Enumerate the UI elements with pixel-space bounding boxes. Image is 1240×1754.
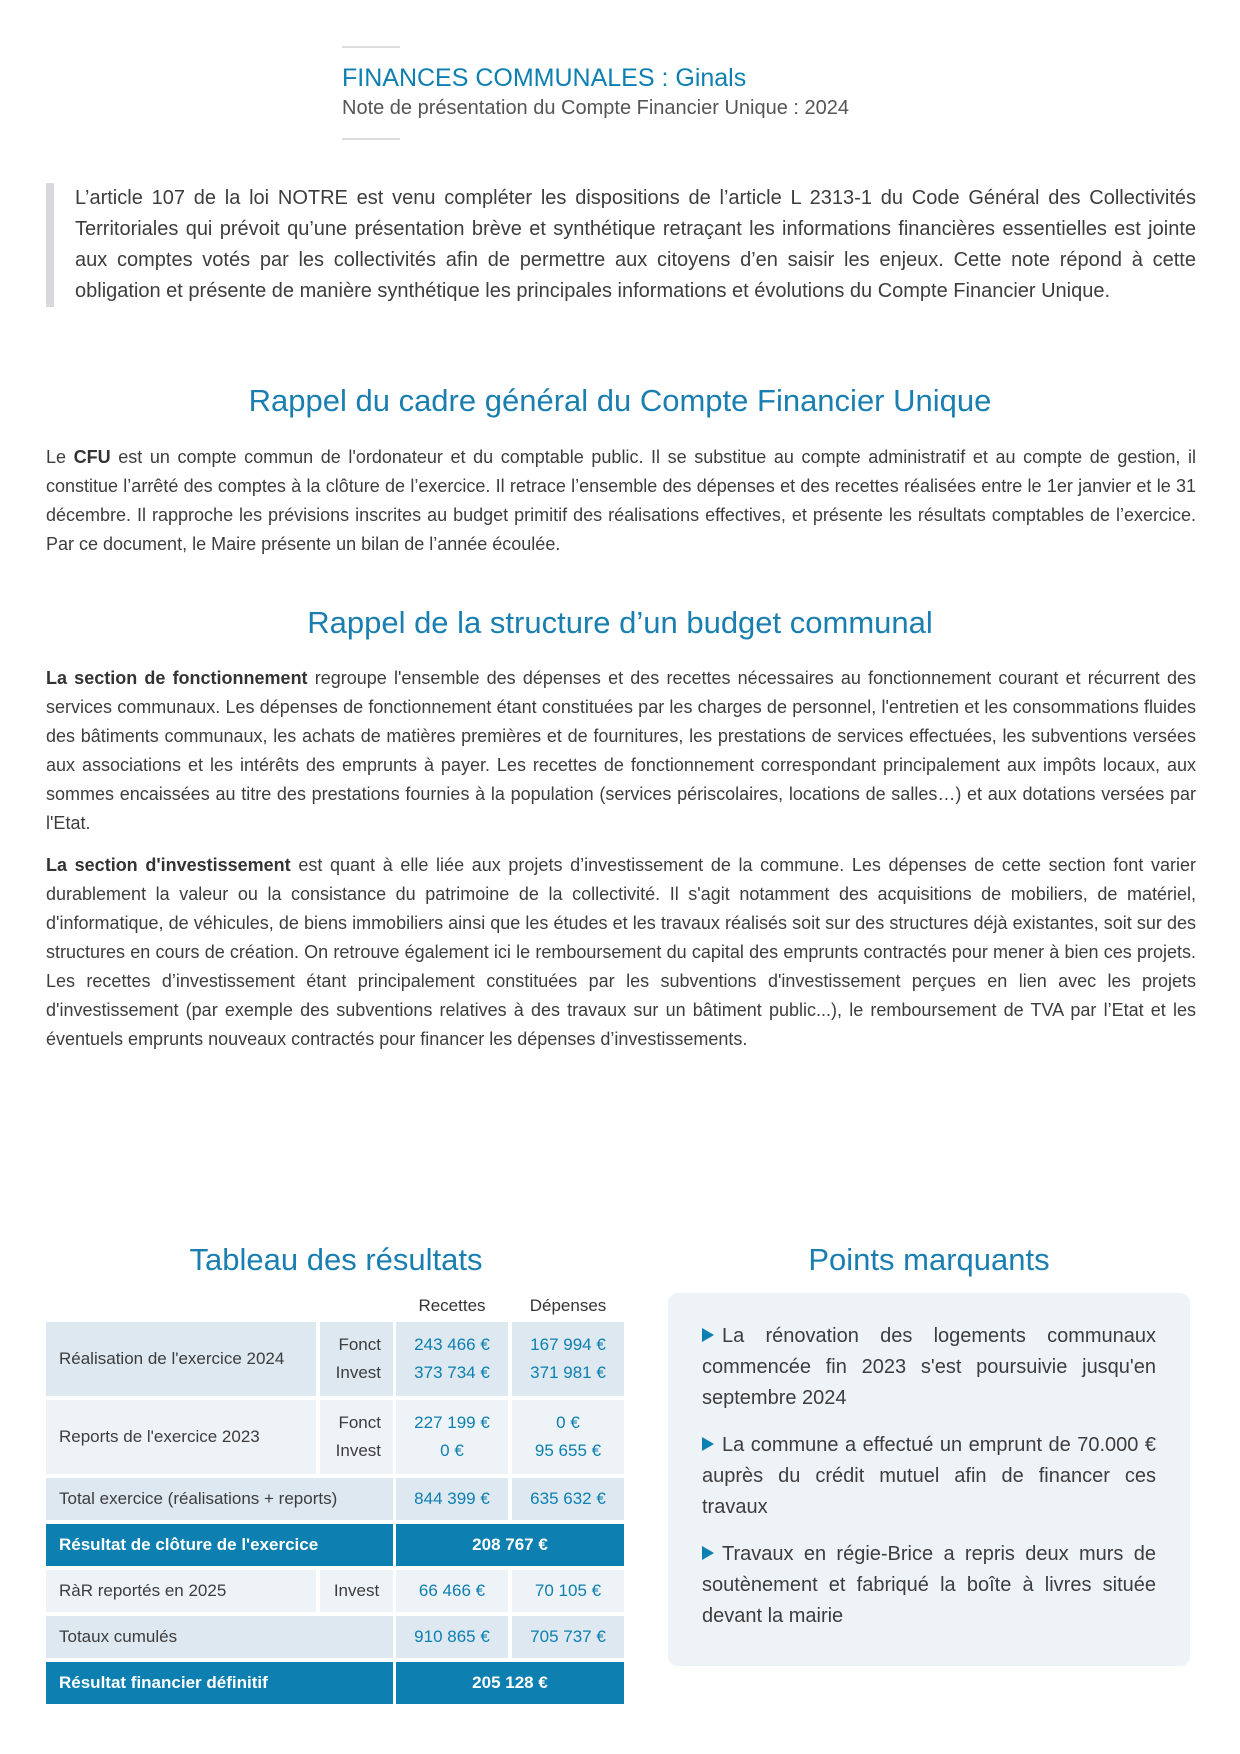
triangle-bullet-icon xyxy=(702,1328,714,1342)
row-reports-label: Reports de l'exercice 2023 xyxy=(46,1400,316,1474)
row-realisation-recettes xyxy=(396,1322,508,1396)
value-cell: 371 981 € xyxy=(530,1363,606,1382)
value-cell: 227 199 € xyxy=(414,1413,490,1432)
row-rar-sub: Invest xyxy=(320,1570,393,1612)
row-total-label: Total exercice (réalisations + reports) xyxy=(46,1478,393,1520)
fonctionnement-bold: La section de fonctionnement xyxy=(46,668,308,688)
value-cell: 373 734 € xyxy=(414,1363,490,1382)
row-definitif-value: 205 128 € xyxy=(396,1662,624,1704)
cadre-paragraph xyxy=(46,443,1196,559)
cadre-lead: Le xyxy=(46,447,74,467)
value-cell: 95 655 € xyxy=(534,1441,602,1460)
sub-fonct: Fonct xyxy=(338,1413,381,1432)
document-subtitle: Note de présentation du Compte Financier Unique : 2024 xyxy=(342,97,849,119)
col-header-recettes: Recettes xyxy=(418,1296,486,1315)
fonctionnement-paragraph xyxy=(46,664,1196,838)
investissement-paragraph xyxy=(46,851,1196,1054)
triangle-bullet-icon xyxy=(702,1546,714,1560)
header-rule-top xyxy=(342,46,400,48)
row-total-recettes: 844 399 € xyxy=(396,1478,508,1520)
sub-invest: Invest xyxy=(335,1441,381,1460)
value-cell: 243 466 € xyxy=(414,1335,490,1354)
row-realisation-label: Réalisation de l'exercice 2024 xyxy=(46,1322,316,1396)
table-title: Tableau des résultats xyxy=(189,1242,483,1277)
cadre-bold: CFU xyxy=(73,447,111,467)
sub-fonct: Fonct xyxy=(338,1335,381,1354)
sub-invest: Invest xyxy=(335,1363,381,1382)
row-total-depenses: 635 632 € xyxy=(512,1478,624,1520)
document-header xyxy=(342,46,962,140)
structure-title: Rappel de la structure d’un budget communal xyxy=(307,605,933,640)
row-definitif-label: Résultat financier définitif xyxy=(46,1662,393,1704)
row-rar-label: RàR reportés en 2025 xyxy=(46,1570,316,1612)
cadre-title: Rappel du cadre général du Compte Financier Unique xyxy=(248,383,992,418)
triangle-bullet-icon xyxy=(702,1437,714,1451)
row-reports-depenses xyxy=(512,1400,624,1474)
row-realisation-depenses xyxy=(512,1322,624,1396)
point-text: Travaux en régie-Brice a repris deux murs de soutènement et fabriqué la boîte à livres située devant la mairie xyxy=(702,1543,1156,1627)
intro-block xyxy=(46,183,1196,307)
row-cumules-recettes: 910 865 € xyxy=(396,1616,508,1658)
points-box xyxy=(668,1293,1190,1666)
point-item xyxy=(702,1539,1156,1632)
value-cell: 0 € xyxy=(556,1413,580,1432)
row-cumules-depenses: 705 737 € xyxy=(512,1616,624,1658)
investissement-bold: La section d'investissement xyxy=(46,855,291,875)
point-item xyxy=(702,1321,1156,1414)
row-cumules-label: Totaux cumulés xyxy=(46,1616,393,1658)
header-rule-bottom xyxy=(342,138,400,140)
point-item xyxy=(702,1430,1156,1523)
fonctionnement-text: regroupe l'ensemble des dépenses et des recettes nécessaires au fonctionnement courant et récurrent des services communaux. Les dépenses de fonctionnement étant constituées par les charges de personnel, l'entretien et les consommations fluides des bâtiments communaux, les achats de matières premières et de fournitures, les prestations de services effectuées, les subventions versées aux associations et les intérêts des emprunts à payer. Les recettes de fonctionnement correspondant principalement aux impôts locaux, aux sommes encaissées au titre des prestations fournies à la population (services périscolaires, locations de salles…) et aux dotations versées par l'Etat. xyxy=(46,668,1196,833)
value-cell: 0 € xyxy=(440,1441,464,1460)
row-rar-depenses: 70 105 € xyxy=(512,1570,624,1612)
points-title: Points marquants xyxy=(808,1242,1050,1277)
point-text: La rénovation des logements communaux commencée fin 2023 s'est poursuivie jusqu'en septembre 2024 xyxy=(702,1325,1156,1409)
row-reports-sub xyxy=(320,1400,393,1474)
value-cell: 167 994 € xyxy=(530,1335,606,1354)
document-title: FINANCES COMMUNALES : Ginals xyxy=(342,64,747,92)
intro-text: L’article 107 de la loi NOTRE est venu compléter les dispositions de l’article L 2313-1 du Code Général des Collectivités Territoriales qui prévoit qu’une présentation brève et synthétique retraçant les informations financières essentielles est jointe aux comptes votés par les collectivités afin de permettre aux citoyens d’en saisir les enjeux. Cette note répond à cette obligation et présente de manière synthétique les principales informations et évolutions du Compte Financier Unique. xyxy=(75,187,1196,302)
row-realisation-sub xyxy=(320,1322,393,1396)
col-header-depenses: Dépenses xyxy=(529,1296,607,1315)
row-cloture-value: 208 767 € xyxy=(396,1524,624,1566)
row-reports-recettes xyxy=(396,1400,508,1474)
investissement-text: est quant à elle liée aux projets d’investissement de la commune. Les dépenses de cette section font varier durablement la valeur ou la consistance du patrimoine de la collectivité. Il s'agit notamment des acquisitions de mobiliers, de matériel, d'informatique, de véhicules, de biens immobiliers ainsi que les études et les travaux réalisés soit sur des structures déjà existantes, soit sur des structures en cours de création. On retrouve également ici le remboursement du capital des emprunts contractés pour mener à bien ces projets. Les recettes d’investissement étant principalement constituées par les subventions d'investissement perçues en lien avec les projets d'investissement (par exemple des subventions relatives à des travaux sur un bâtiment public...), le remboursement de TVA par l’Etat et les éventuels emprunts nouveaux contractés pour financer les dépenses d’investissements. xyxy=(46,855,1196,1049)
row-cloture-label: Résultat de clôture de l'exercice xyxy=(46,1524,393,1566)
point-text: La commune a effectué un emprunt de 70.000 € auprès du crédit mutuel afin de financer ces travaux xyxy=(702,1434,1156,1518)
row-rar-recettes: 66 466 € xyxy=(396,1570,508,1612)
cadre-text: est un compte commun de l'ordonateur et du comptable public. Il se substitue au compte administratif et au compte de gestion, il constitue l’arrêté des comptes à la clôture de l’exercice. Il retrace l’ensemble des dépenses et des recettes réalisées entre le 1er janvier et le 31 décembre. Il rapproche les prévisions inscrites au budget primitif des réalisations effectives, et présente les résultats comptables de l’exercice. Par ce document, le Maire présente un bilan de l’année écoulée. xyxy=(46,447,1196,554)
